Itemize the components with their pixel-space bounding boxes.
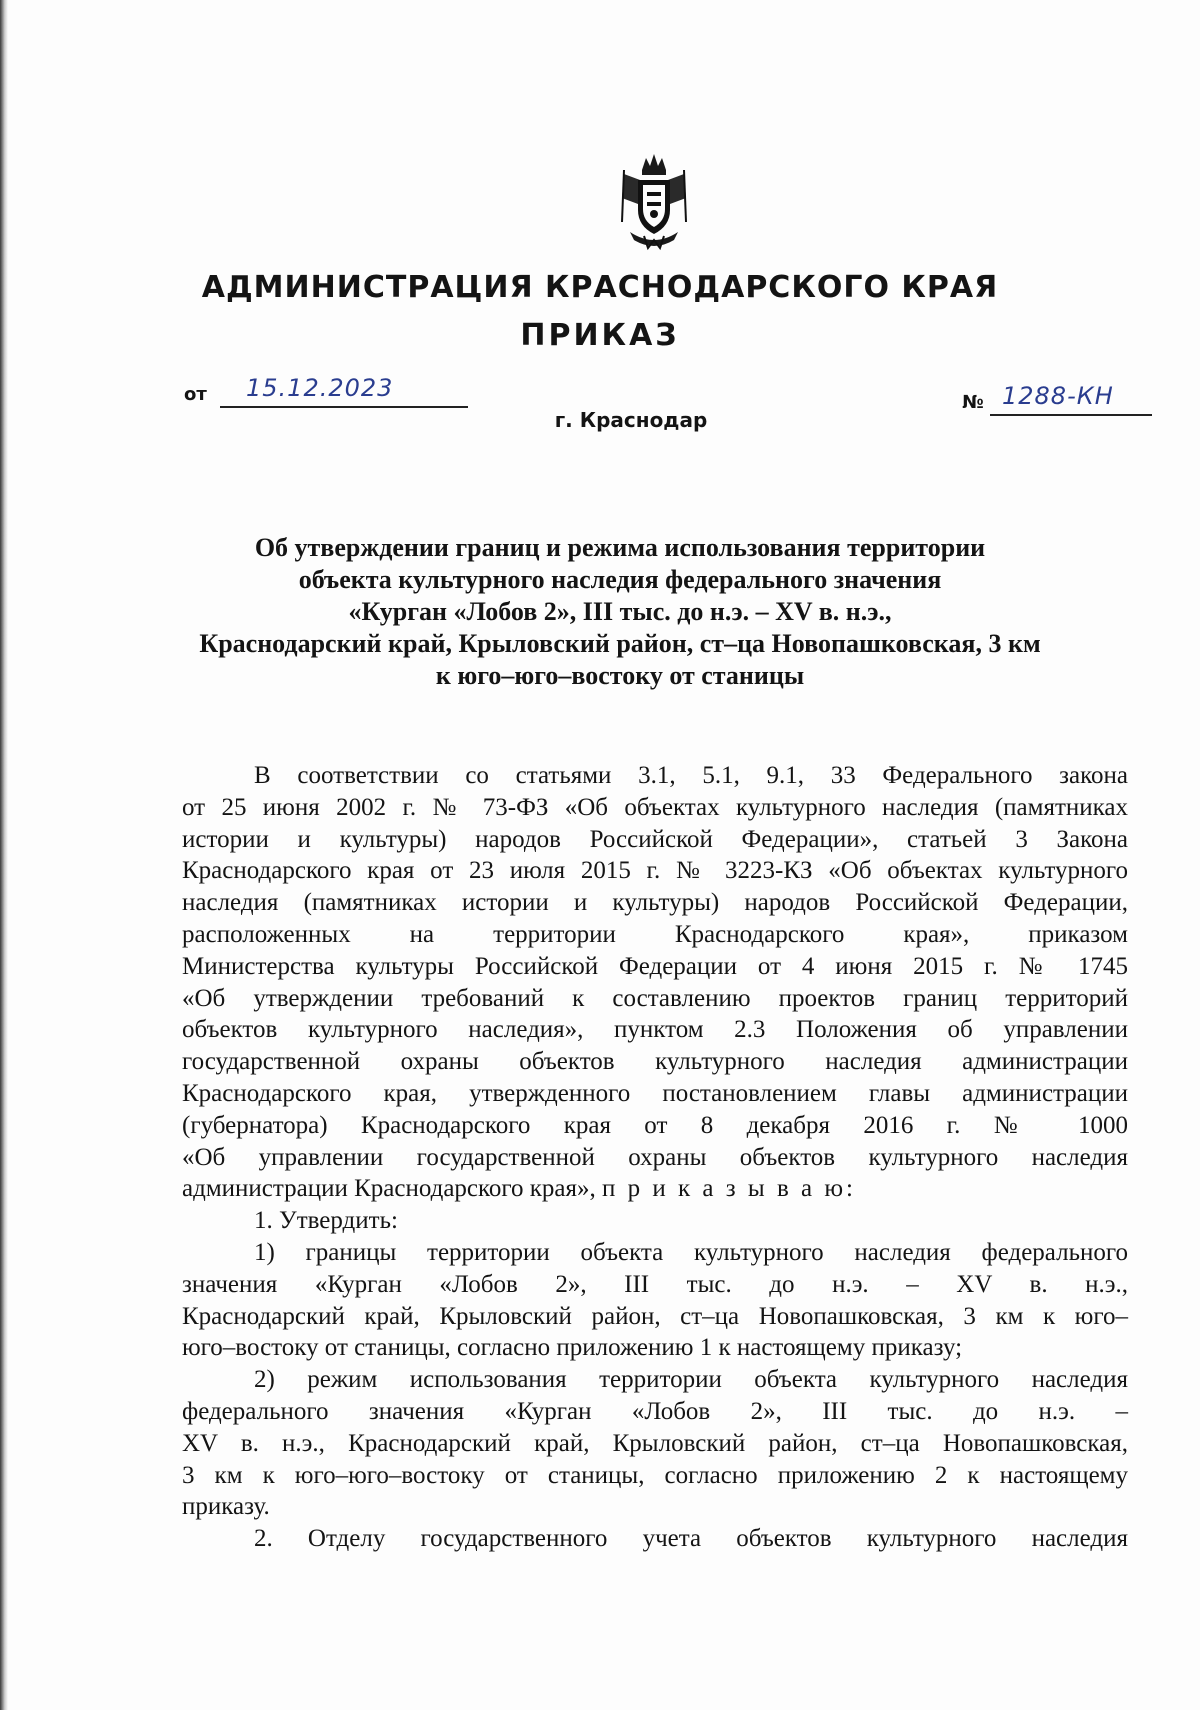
body-line: «Об управлении государственной охраны объектов культурного наследия [182, 1143, 1128, 1171]
city-label: г. Краснодар [554, 408, 708, 432]
body-line: 1. Утвердить: [254, 1207, 398, 1235]
document-subject [120, 532, 1120, 692]
subject-line: объекта культурного наследия федерального значения [298, 565, 942, 594]
body-line: Краснодарского края от 23 июля 2015 г. № 3223-КЗ «Об объектах культурного [182, 857, 1128, 885]
order-keyword: п р и к а з ы в а ю: [602, 1175, 856, 1203]
body-line: истории и культуры) народов Российской Федерации», статьей 3 Закона [182, 825, 1128, 853]
document-type-title: ПРИКАЗ [520, 318, 680, 353]
body-line: объектов культурного наследия», пунктом 2.3 Положения об управлении [182, 1016, 1128, 1044]
subject-line: к юго–юго–востоку от станицы [435, 661, 805, 690]
body-line: Министерства культуры Российской Федерации от 4 июня 2015 г. № 1745 [182, 952, 1128, 980]
body-line: 3 км к юго–юго–востоку от станицы, согласно приложению 2 к настоящему [182, 1461, 1128, 1489]
body-line: В соответствии со статьями 3.1, 5.1, 9.1, 33 Федерального закона [254, 762, 1128, 789]
body-line: 2. Отделу государственного учета объектов культурного наследия [254, 1525, 1128, 1553]
body-line: государственной охраны объектов культурного наследия администрации [182, 1048, 1128, 1076]
subject-line: Краснодарский край, Крыловский район, ст–ца Новопашковская, 3 км [199, 629, 1041, 658]
body-line: XV в. н.э., Краснодарский край, Крыловский район, ст–ца Новопашковская, [182, 1429, 1128, 1457]
body-line: 1) границы территории объекта культурного наследия федерального [254, 1238, 1128, 1266]
body-line: Краснодарского края, утвержденного постановлением главы администрации [182, 1079, 1128, 1107]
date-label: от [184, 384, 207, 405]
subject-line: Об утверждении границ и режима использования территории [254, 533, 986, 562]
body-line: (губернатора) Краснодарского края от 8 декабря 2016 г. № 1000 [182, 1111, 1128, 1139]
document-body [182, 760, 1128, 1555]
body-line [182, 1173, 1128, 1205]
body-line: наследия (памятниках истории и культуры) народов Российской Федерации, [182, 889, 1128, 917]
number-label: № [962, 392, 984, 413]
body-line: значения «Курган «Лобов 2», III тыс. до н.э. – XV в. н.э., [182, 1270, 1128, 1298]
scan-page-edge [0, 0, 8, 1710]
body-line: приказу. [182, 1493, 270, 1521]
number-underline [990, 414, 1152, 416]
organization-title: АДМИНИСТРАЦИЯ КРАСНОДАРСКОГО КРАЯ [201, 270, 999, 305]
body-line: федерального значения «Курган «Лобов 2», III тыс. до н.э. – [182, 1397, 1128, 1425]
body-line: Краснодарский край, Крыловский район, ст–ца Новопашковская, 3 км к юго– [182, 1302, 1128, 1330]
body-line: юго–востоку от станицы, согласно приложению 1 к настоящему приказу; [182, 1334, 963, 1362]
handwritten-number: 1288-КН [1002, 382, 1114, 410]
subject-line: «Курган «Лобов 2», III тыс. до н.э. – XV в. н.э., [348, 597, 892, 626]
body-line: 2) режим использования территории объекта культурного наследия [254, 1366, 1128, 1394]
body-line: расположенных на территории Краснодарского края», приказом [182, 920, 1128, 948]
krasnodar-krai-coat-of-arms-icon [614, 152, 694, 252]
body-line-text: администрации Краснодарского края», [182, 1175, 596, 1203]
handwritten-date: 15.12.2023 [246, 374, 394, 402]
body-line: от 25 июня 2002 г. № 73-ФЗ «Об объектах культурного наследия (памятниках [182, 793, 1128, 821]
body-line: «Об утверждении требований к составлению проектов границ территорий [182, 984, 1128, 1012]
